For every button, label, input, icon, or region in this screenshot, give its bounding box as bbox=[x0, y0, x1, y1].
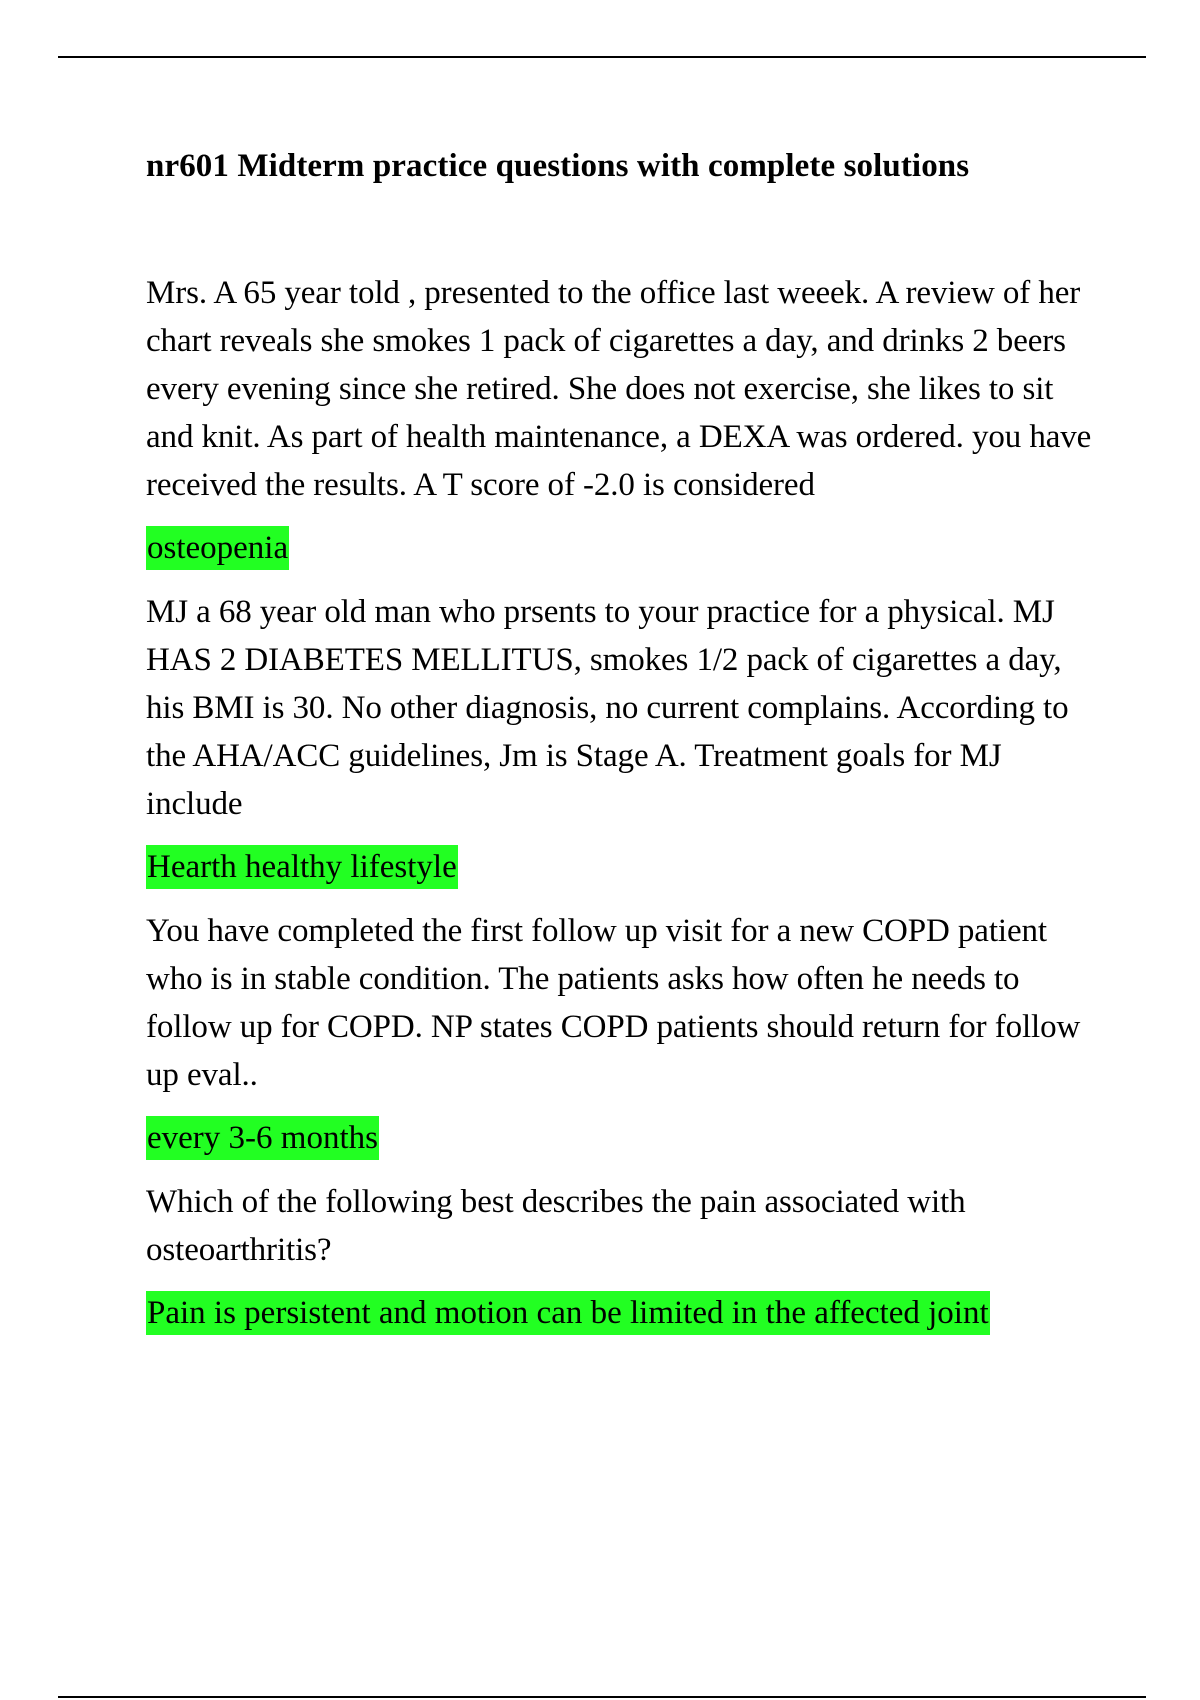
question-text: Which of the following best describes the pain associated with osteoarthritis? bbox=[146, 1184, 966, 1268]
answer-text: Pain is persistent and motion can be limited in the affected joint bbox=[146, 1291, 990, 1335]
qa-list bbox=[146, 269, 1106, 1335]
question-text: You have completed the first follow up visit for a new COPD patient who is in stable condition. The patients asks how often he needs to follow up for COPD. NP states COPD patients should return for follow up eval.. bbox=[146, 913, 1081, 1093]
answer-highlight bbox=[146, 845, 1106, 889]
answer-text: Hearth healthy lifestyle bbox=[146, 845, 458, 889]
answer-highlight bbox=[146, 1291, 1106, 1335]
bottom-divider bbox=[58, 1696, 1146, 1698]
qa-item bbox=[146, 907, 1106, 1160]
question-text: Mrs. A 65 year told , presented to the office last weeek. A review of her chart reveals she smokes 1 pack of cigarettes a day, and drinks 2 beers every evening since she retired. She does not exercise, she likes to sit and knit. As part of health maintenance, a DEXA was ordered. you have received the results. A T score of -2.0 is considered bbox=[146, 275, 1092, 503]
question-text: MJ a 68 year old man who prsents to your practice for a physical. MJ HAS 2 DIABETES MELLITUS, smokes 1/2 pack of cigarettes a day, his BMI is 30. No other diagnosis, no current complains. According to the AHA/ACC guidelines, Jm is Stage A. Treatment goals for MJ include bbox=[146, 594, 1069, 822]
answer-highlight bbox=[146, 526, 1106, 570]
qa-item bbox=[146, 588, 1106, 889]
qa-item bbox=[146, 269, 1106, 570]
top-divider bbox=[58, 56, 1146, 58]
qa-item bbox=[146, 1178, 1106, 1335]
document-body bbox=[146, 142, 1106, 1353]
answer-text: every 3-6 months bbox=[146, 1116, 379, 1160]
document-title: nr601 Midterm practice questions with complete solutions bbox=[146, 148, 970, 184]
answer-text: osteopenia bbox=[146, 526, 289, 570]
answer-highlight bbox=[146, 1116, 1106, 1160]
